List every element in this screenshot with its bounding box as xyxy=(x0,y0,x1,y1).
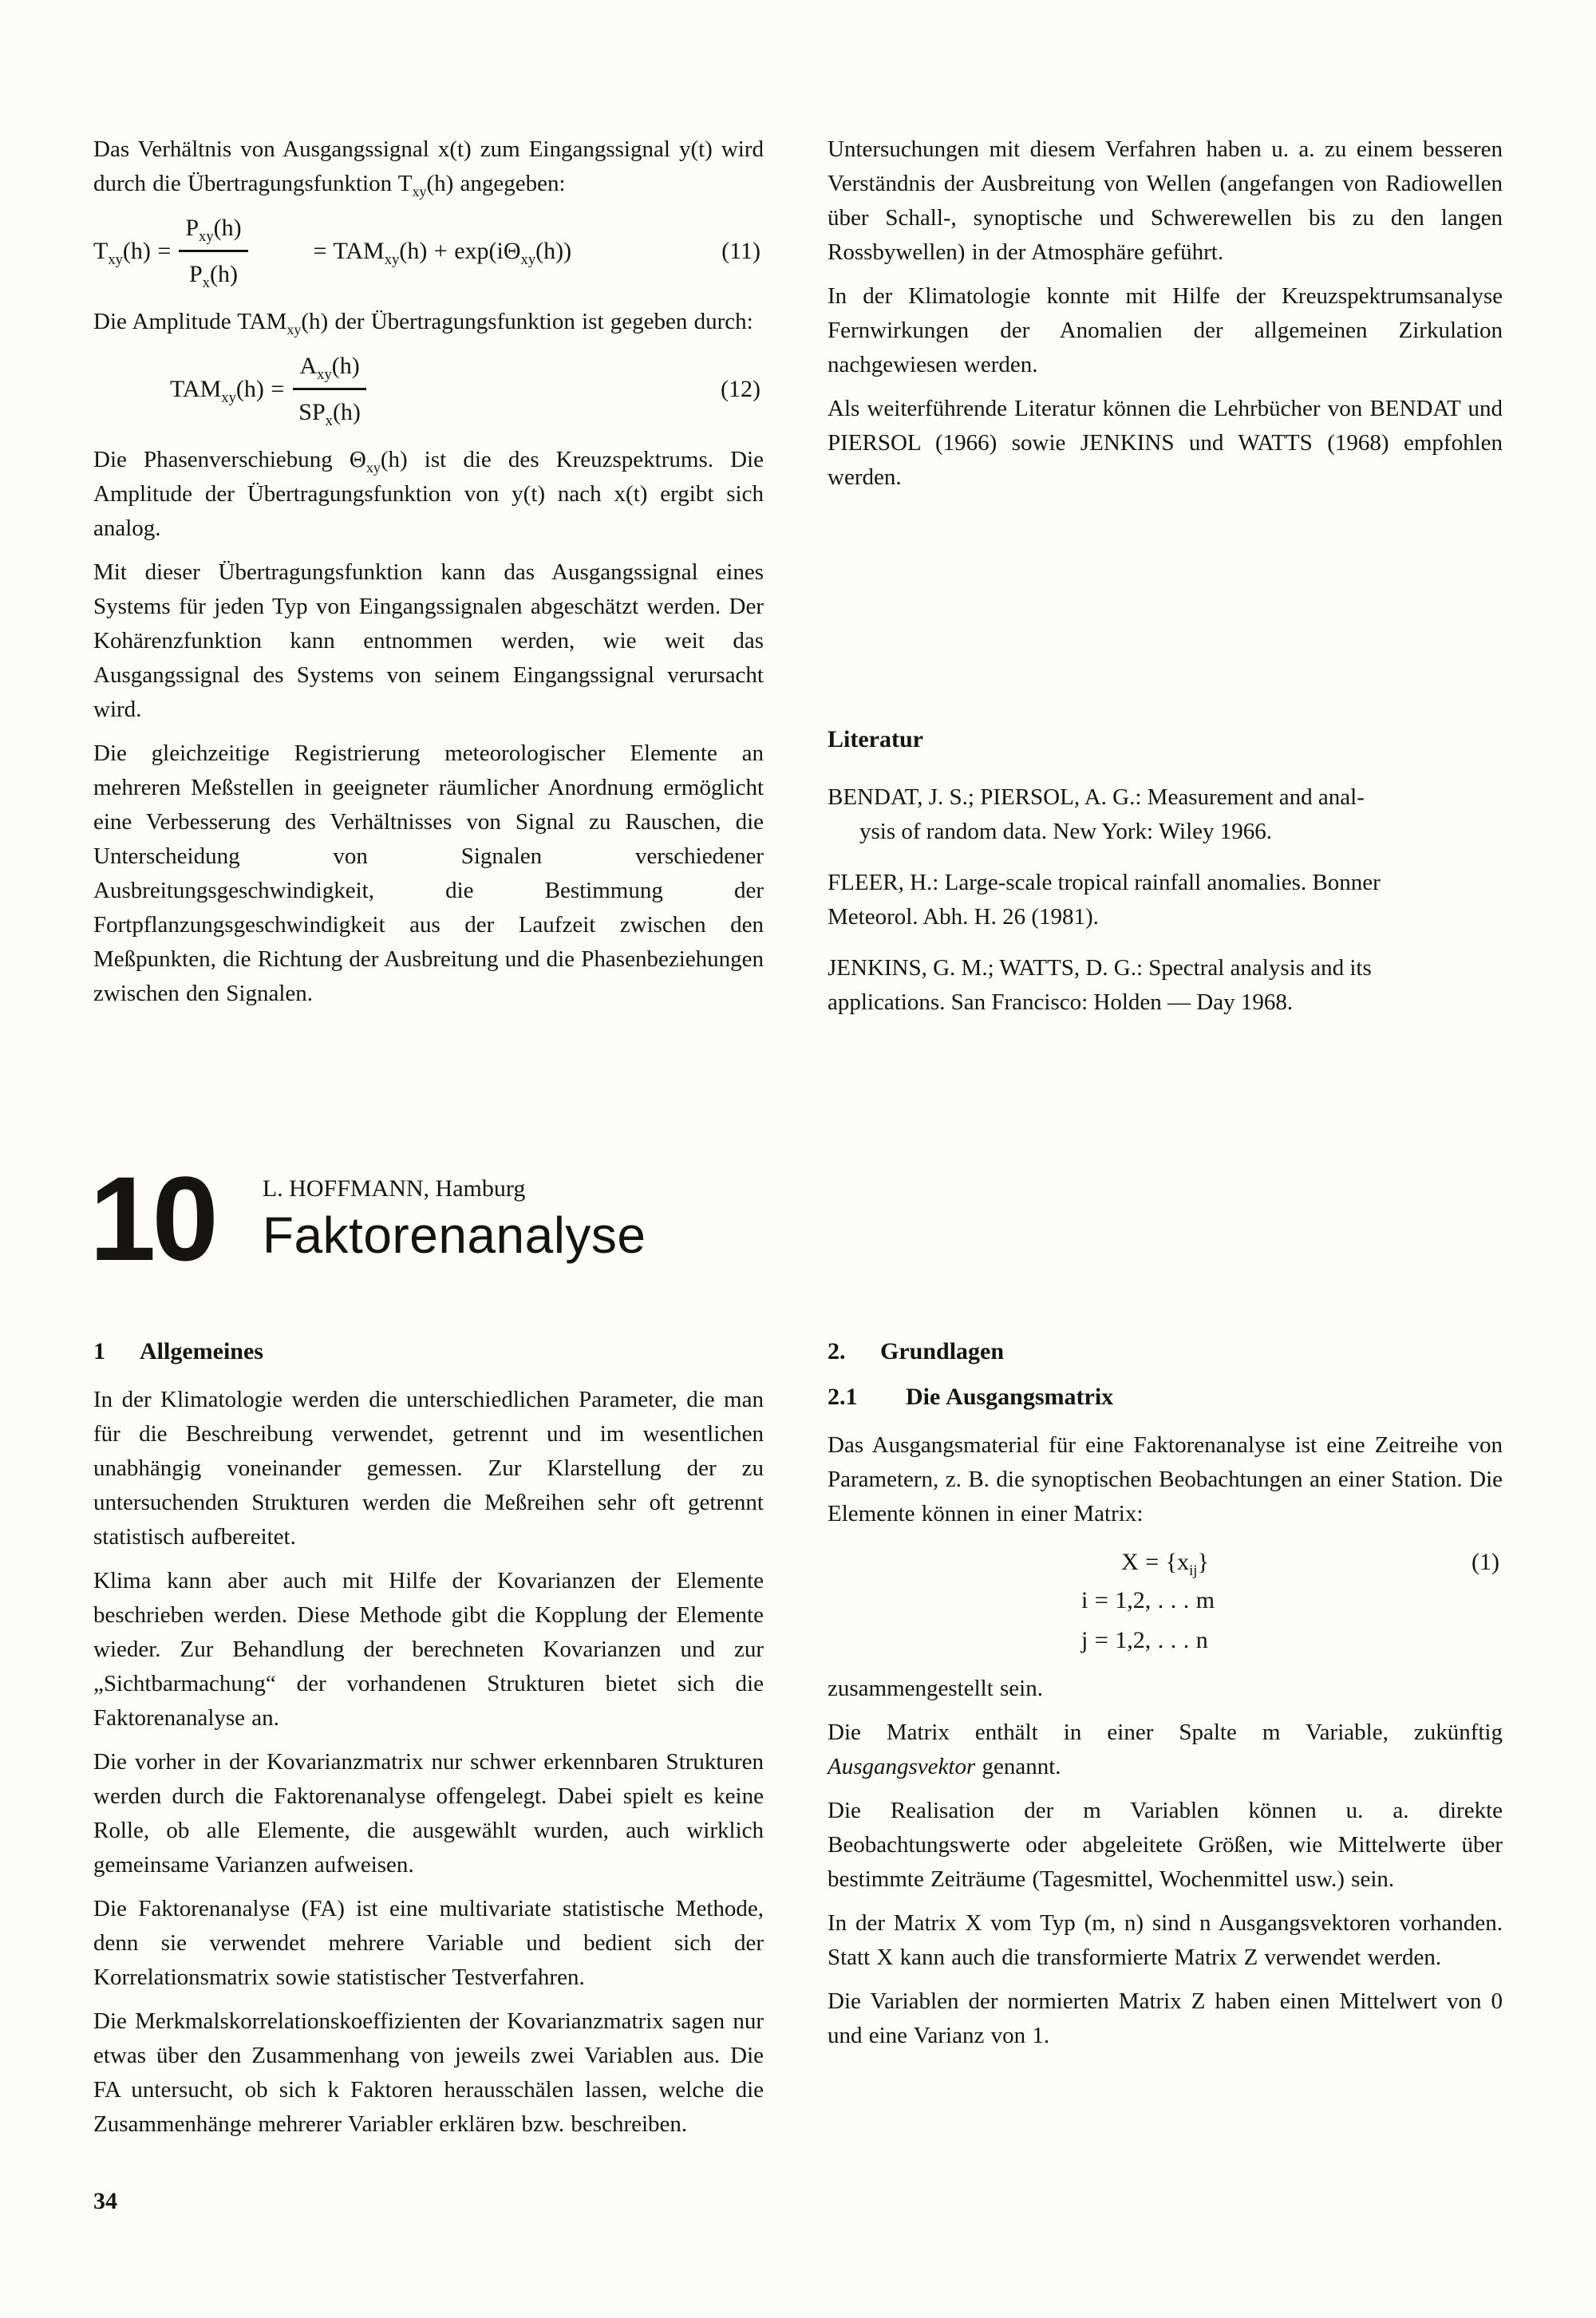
fraction xyxy=(292,350,367,428)
right-column-bottom xyxy=(828,1334,1503,2053)
left-column-bottom xyxy=(93,1334,764,2142)
paragraph: Die gleichzeitige Registrierung meteorologischer Elemente an mehreren Meßstellen in geeigneter räumlicher Anordnung ermöglicht eine Verbesserung des Verhältnisses von Signal zu Rauschen, die Unterscheidung von Signalen verschiedener Ausbreitungsgeschwindigkeit, die Bestimmung der Fortpflanzungsgeschwindigkeit aus der Laufzeit zwischen den Meßpunkten, die Richtung der Ausbreitung und die Phasenbeziehungen zwischen den Signalen. xyxy=(93,740,764,1006)
subsection-title: Die Ausgangsmatrix xyxy=(906,1384,1114,1410)
paragraph: Die vorher in der Kovarianzmatrix nur schwer erkennbaren Strukturen werden durch die Faktorenanalyse offengelegt. Dabei spielt es keine Rolle, ob alle Elemente, die ausgewählt wurden, auch wirklich gemeinsame Varianzen aufweisen. xyxy=(93,1749,764,1878)
paragraph: Das Verhältnis von Ausgangssignal x(t) zum Eingangssignal y(t) wird durch die Übertragungsfunktion $T_{xy}(h)$ angegeben: xyxy=(93,136,764,199)
paragraph: Die Matrix enthält in einer Spalte m Variable, zukünftig Ausgangsvektor genannt. xyxy=(828,1720,1503,1779)
paragraph: Mit dieser Übertragungsfunktion kann das Ausgangssignal eines Systems für jeden Typ von Eingangssignalen abgeschätzt werden. Der Kohärenzfunktion kann entnommen werden, wie weit das Ausgangssignal des Systems von seinem Eingangssignal verursacht wird. xyxy=(93,559,764,722)
paragraph: Die Variablen der normierten Matrix Z haben einen Mittelwert von 0 und eine Varianz von 1. xyxy=(828,1988,1503,2048)
equation-body xyxy=(828,1544,1503,1581)
reference-entry xyxy=(828,780,1503,849)
section-title: Allgemeines xyxy=(140,1338,263,1364)
equation-number: (11) xyxy=(721,238,760,264)
reference-line: FLEER, H.: Large-scale tropical rainfall anomalies. Bonner xyxy=(828,870,1381,895)
section-heading xyxy=(93,1334,764,1368)
paragraph: Klima kann aber auch mit Hilfe der Kovarianzen der Elemente beschrieben werden. Diese Methode gibt die Kopplung der Elemente wieder. Zur Behandlung der berechneten Kovarianzen und zur „Sichtbarmachung“ der vorhandenen Strukturen bietet sich die Faktorenanalyse an. xyxy=(93,1568,764,1731)
paragraph: Untersuchungen mit diesem Verfahren haben u. a. zu einem besseren Verständnis der Ausbreitung von Wellen (angefangen von Radiowellen über Schall-, synoptische und Schwerewellen bis zu den langen Rossbywellen) in der Atmosphäre geführt. xyxy=(828,136,1503,265)
paragraph: Als weiterführende Literatur können die Lehrbücher von BENDAT und PIERSOL (1966) sowie JENKINS und WATTS (1968) empfohlen werden. xyxy=(828,396,1503,490)
paragraph: In der Matrix X vom Typ (m, n) sind n Ausgangsvektoren vorhanden. Statt X kann auch die transformierte Matrix Z verwendet werden. xyxy=(828,1910,1503,1970)
paragraph: Die Phasenverschiebung $\Theta_{xy}(h)$ ist die des Kreuzspektrums. Die Amplitude der Übertragungsfunktion von y(t) nach x(t) ergibt sich analog. xyxy=(93,447,764,541)
equation-number: (12) xyxy=(721,376,760,402)
chapter-title: Faktorenanalyse xyxy=(262,1206,646,1264)
fraction-numerator: $P_{xy}(h)$ xyxy=(179,212,247,252)
section-number: 2. xyxy=(828,1338,846,1364)
equation-lhs: $T_{xy}(h)$ = xyxy=(93,238,172,269)
left-column-top xyxy=(93,132,764,1011)
fraction-denominator: $SP_x(h)$ xyxy=(298,399,361,430)
chapter-author: L. HOFFMANN, Hamburg xyxy=(262,1175,526,1202)
reference-line: ysis of random data. New York: Wiley 1966. xyxy=(859,819,1273,844)
section-title: Grundlagen xyxy=(880,1338,1005,1364)
equation-index-j: j = 1,2, . . . n xyxy=(1081,1627,1208,1653)
paragraph: Die Faktorenanalyse (FA) ist eine multivariate statistische Methode, denn sie verwendet mehrere Variable und bedient sich der Korrelationsmatrix sowie statistischer Testverfahren. xyxy=(93,1896,764,1990)
literature-section xyxy=(828,722,1503,1037)
equation-expression: $X = \{x_{ij}\}$ xyxy=(1121,1549,1209,1580)
paragraph: Das Ausgangsmaterial für eine Faktorenanalyse ist eine Zeitreihe von Parametern, z. B. die synoptischen Beobachtungen an einer Station. Die Elemente können in einer Matrix: xyxy=(828,1432,1503,1526)
fraction xyxy=(179,212,247,290)
paragraph: Die Amplitude $TAM_{xy}(h)$ der Übertragungsfunktion ist gegeben durch: xyxy=(93,309,753,338)
literature-heading: Literatur xyxy=(828,726,923,752)
reference-line: applications. San Francisco: Holden — Day 1968. xyxy=(828,989,1294,1015)
equation-12 xyxy=(93,350,764,428)
equation-lhs: $TAM_{xy}(h)$ = xyxy=(170,376,285,407)
subsection-number: 2.1 xyxy=(828,1384,858,1410)
chapter-title-block xyxy=(263,1163,646,1265)
section-number: 1 xyxy=(93,1338,105,1364)
reference-line: Meteorol. Abh. H. 26 (1981). xyxy=(828,904,1099,930)
paragraph: Die Merkmalskorrelationskoeffizienten der Kovarianzmatrix sagen nur etwas über den Zusammenhang von jeweils zwei Variablen aus. Die FA untersucht, ob sich k Faktoren herausschälen lassen, welche die Zusammenhänge mehrerer Variabler erklären bzw. beschreiben. xyxy=(93,2008,764,2137)
reference-line: BENDAT, J. S.; PIERSOL, A. G.: Measurement and anal- xyxy=(828,784,1365,810)
page-number: 34 xyxy=(93,2188,117,2214)
reference-line: JENKINS, G. M.; WATTS, D. G.: Spectral analysis and its xyxy=(828,955,1372,981)
right-column-top xyxy=(828,132,1503,495)
equation-number: (1) xyxy=(1472,1549,1499,1575)
equation-1 xyxy=(828,1544,1503,1661)
paragraph: In der Klimatologie werden die unterschiedlichen Parameter, die man für die Beschreibung verwendet, getrennt und im wesentlichen unabhängig voneinander gemessen. Zur Klarstellung der zu untersuchenden Strukturen werden die Meßreihen sehr oft getrennt statistisch aufbereitet. xyxy=(93,1387,764,1550)
paragraph: Die Realisation der m Variablen können u. a. direkte Beobachtungswerte oder abgeleitete Größen, wie Mittelwerte über bestimmte Zeiträume (Tagesmittel, Wochenmittel usw.) sein. xyxy=(828,1798,1503,1892)
reference-entry xyxy=(828,866,1503,934)
equation-rhs: = $TAM_{xy}(h) + \exp(i\Theta_{xy}(h))$ xyxy=(313,238,572,269)
chapter-header xyxy=(89,1151,646,1285)
subsection-heading xyxy=(828,1380,1503,1414)
fraction-numerator: $A_{xy}(h)$ xyxy=(293,350,365,390)
chapter-number: 10 xyxy=(89,1151,215,1285)
paragraph: zusammengestellt sein. xyxy=(828,1676,1043,1701)
reference-entry xyxy=(828,951,1503,1020)
paragraph: In der Klimatologie konnte mit Hilfe der Kreuzspektrumsanalyse Fernwirkungen der Anomalien der allgemeinen Zirkulation nachgewiesen werden. xyxy=(828,283,1503,377)
equation-11 xyxy=(93,212,764,290)
fraction-denominator: $P_x(h)$ xyxy=(188,261,238,292)
section-heading xyxy=(828,1334,1503,1368)
equation-index-i: i = 1,2, . . . m xyxy=(1081,1587,1215,1613)
